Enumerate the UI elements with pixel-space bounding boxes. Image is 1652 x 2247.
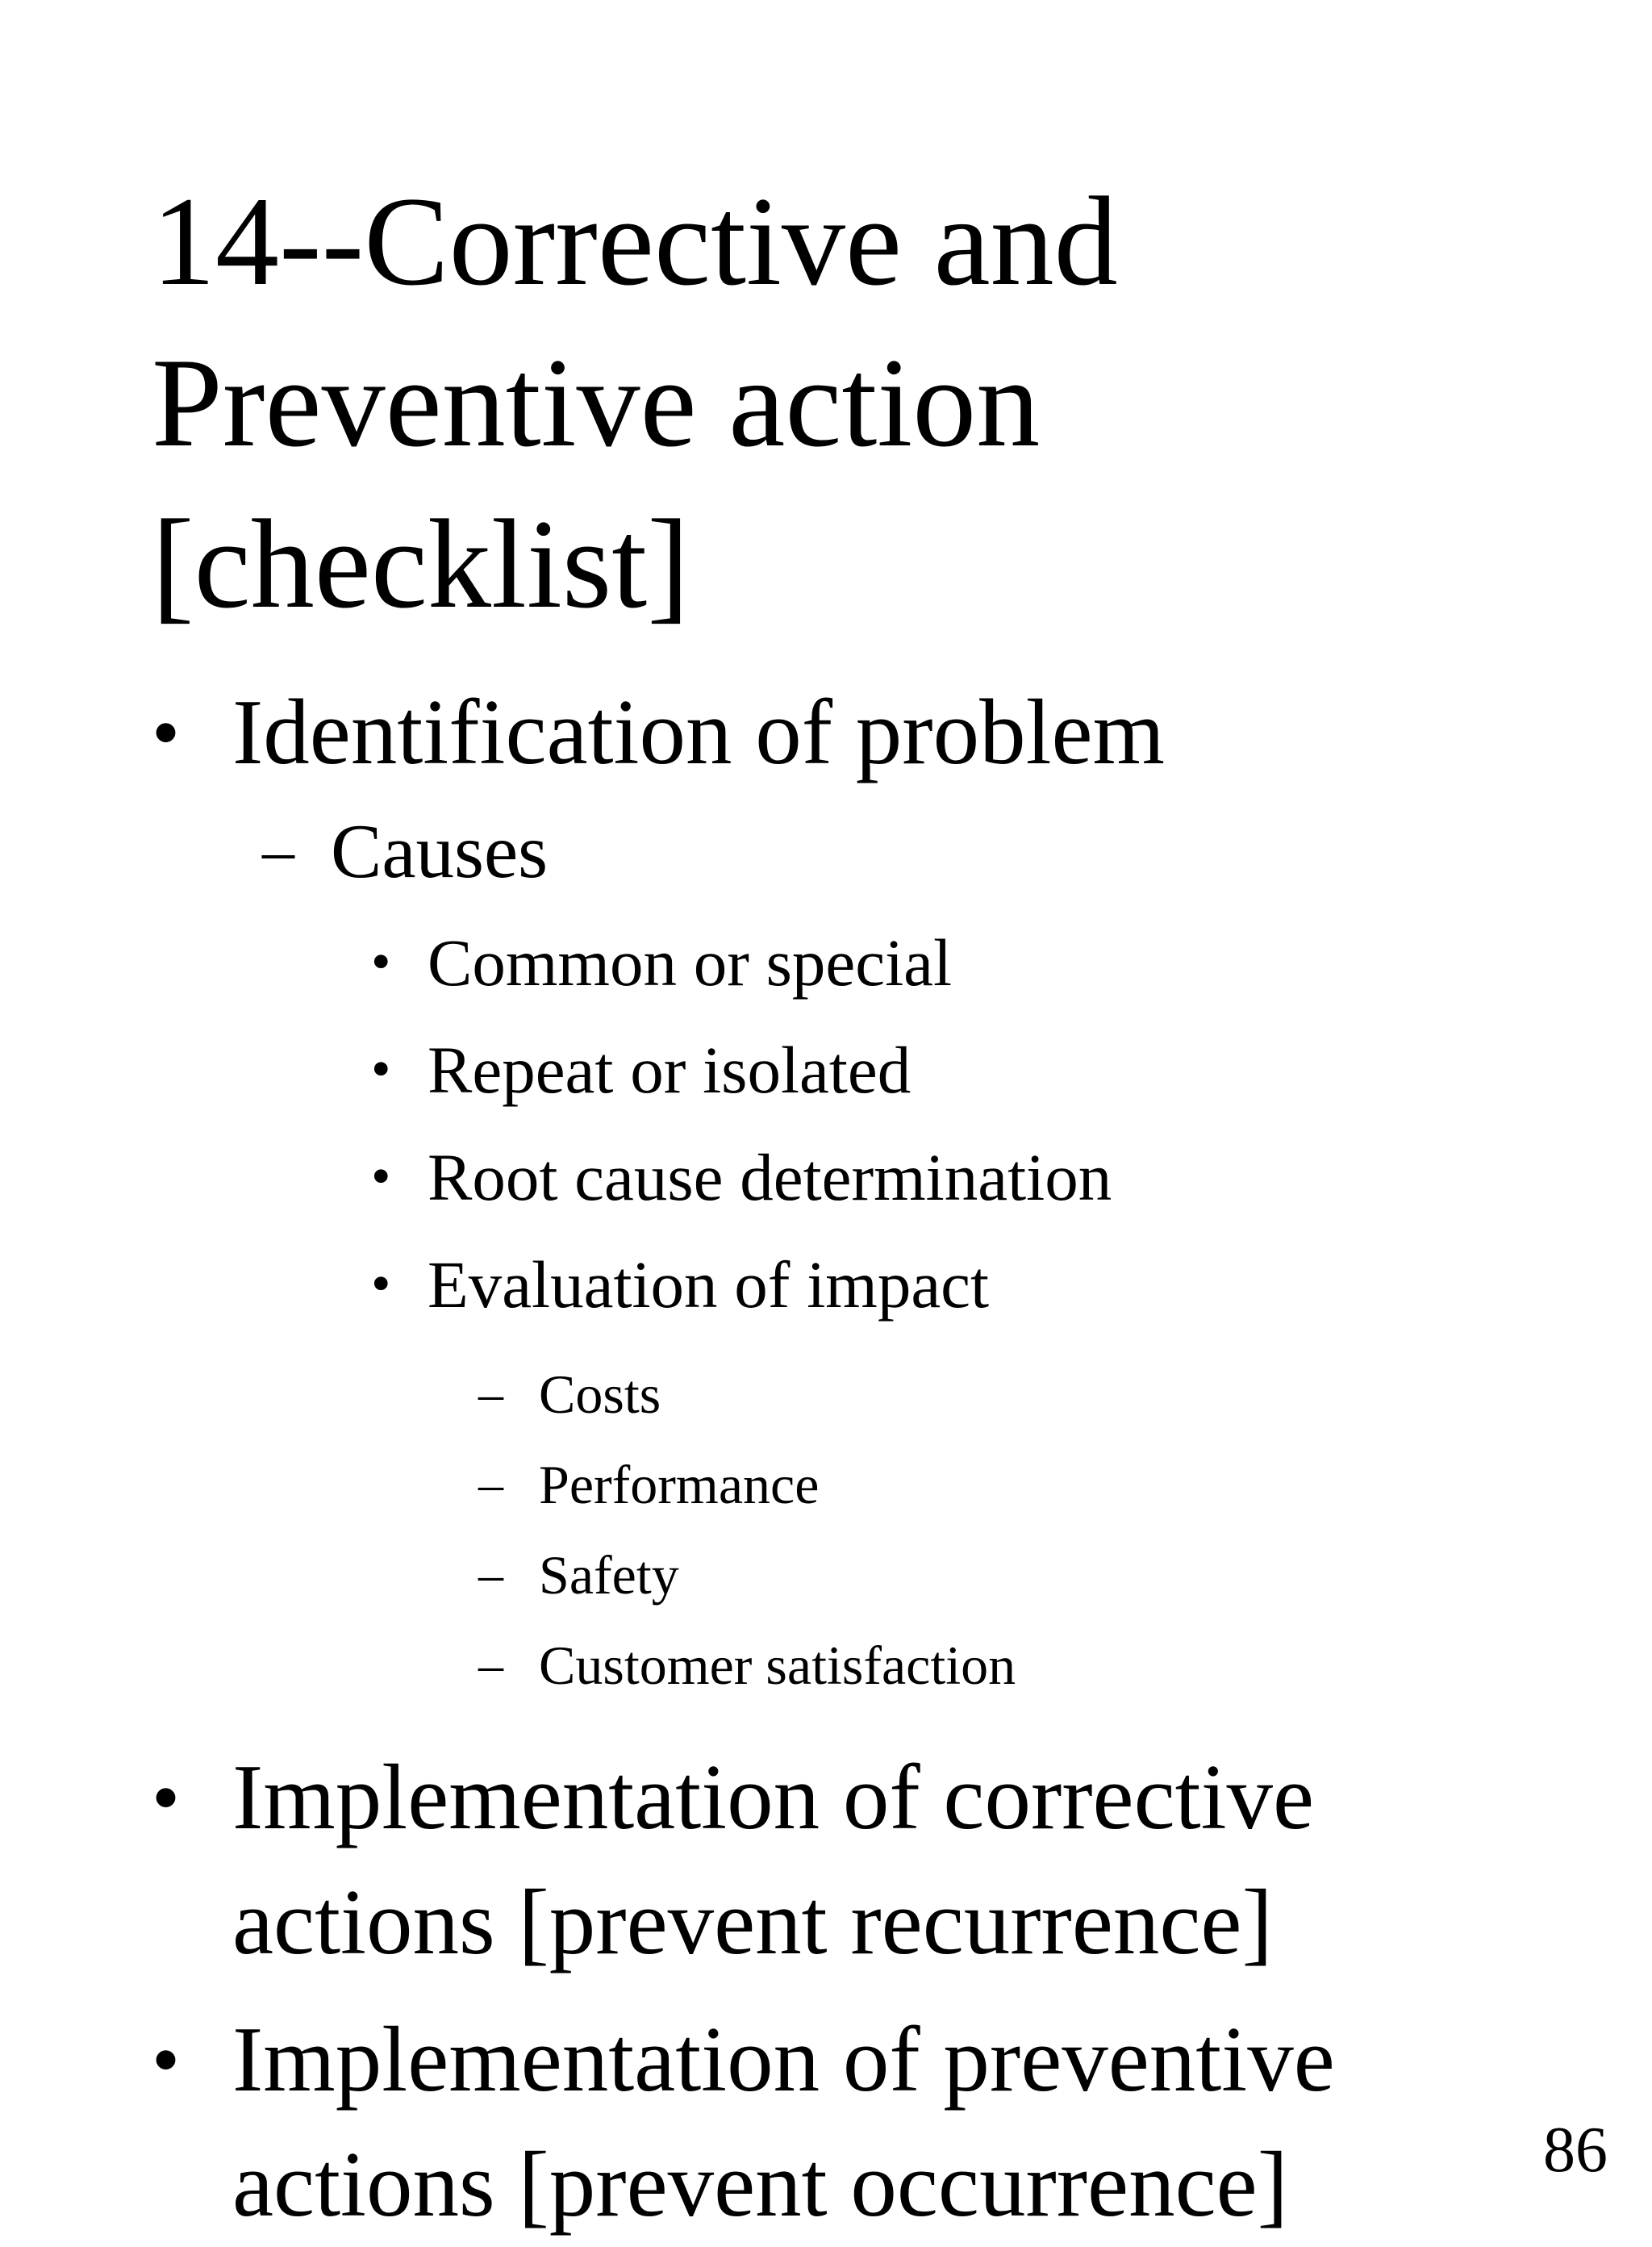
slide-number: 86	[1543, 2115, 1608, 2186]
bullet-root-cause-text: Root cause determination	[428, 1140, 1112, 1214]
bullet-causes-text: Causes	[331, 808, 549, 894]
bullet-dash-icon: –	[478, 1457, 503, 1512]
slide-title	[152, 161, 1523, 645]
bullet-safety	[478, 1539, 679, 1611]
bullet-dot-icon: •	[152, 687, 181, 777]
bullet-identification	[152, 670, 1166, 795]
bullet-dash-icon: –	[478, 1367, 503, 1422]
bullet-causes	[262, 807, 549, 896]
bullet-dot-icon: •	[152, 2015, 181, 2104]
bullet-dot-icon: •	[371, 1146, 391, 1208]
bullet-common-or-special	[371, 922, 953, 1003]
bullet-dot-icon: •	[371, 931, 391, 993]
bullet-dash-icon: –	[478, 1638, 503, 1693]
bullet-performance	[478, 1448, 820, 1521]
title-line-3: [checklist]	[152, 494, 690, 635]
bullet-root-cause	[371, 1137, 1112, 1217]
bullet-dash-icon: –	[478, 1547, 503, 1602]
bullet-dot-icon: •	[371, 1038, 391, 1101]
bullet-costs-text: Costs	[539, 1364, 661, 1425]
bullet-repeat-or-isolated-text: Repeat or isolated	[428, 1033, 912, 1107]
bullet-identification-text: Identification of problem	[232, 681, 1166, 783]
bullet-dot-icon: •	[152, 1752, 181, 1842]
bullet-dot-icon: •	[371, 1253, 391, 1315]
bullet-common-or-special-text: Common or special	[428, 925, 953, 1000]
bullet-costs	[478, 1358, 661, 1430]
bullet-customer-satisfaction	[478, 1629, 1016, 1702]
bullet-preventive-line-1: Implementation of preventive	[232, 2008, 1335, 2111]
bullet-corrective-line-1: Implementation of corrective	[232, 1746, 1315, 1848]
bullet-evaluation-text: Evaluation of impact	[428, 1247, 990, 1322]
title-line-2: Preventive action	[152, 332, 1041, 474]
bullet-evaluation	[371, 1244, 990, 1325]
bullet-performance-text: Performance	[539, 1454, 820, 1515]
bullet-corrective	[152, 1735, 1315, 1985]
bullet-corrective-line-2: actions [prevent recurrence]	[232, 1871, 1273, 1973]
title-line-1: 14--Corrective and	[152, 171, 1118, 312]
bullet-preventive	[152, 1997, 1335, 2247]
bullet-customer-satisfaction-text: Customer satisfaction	[539, 1635, 1016, 1696]
bullet-repeat-or-isolated	[371, 1030, 912, 1110]
bullet-preventive-line-2: actions [prevent occurrence]	[232, 2133, 1288, 2236]
bullet-dash-icon: –	[262, 816, 294, 887]
bullet-safety-text: Safety	[539, 1544, 679, 1606]
